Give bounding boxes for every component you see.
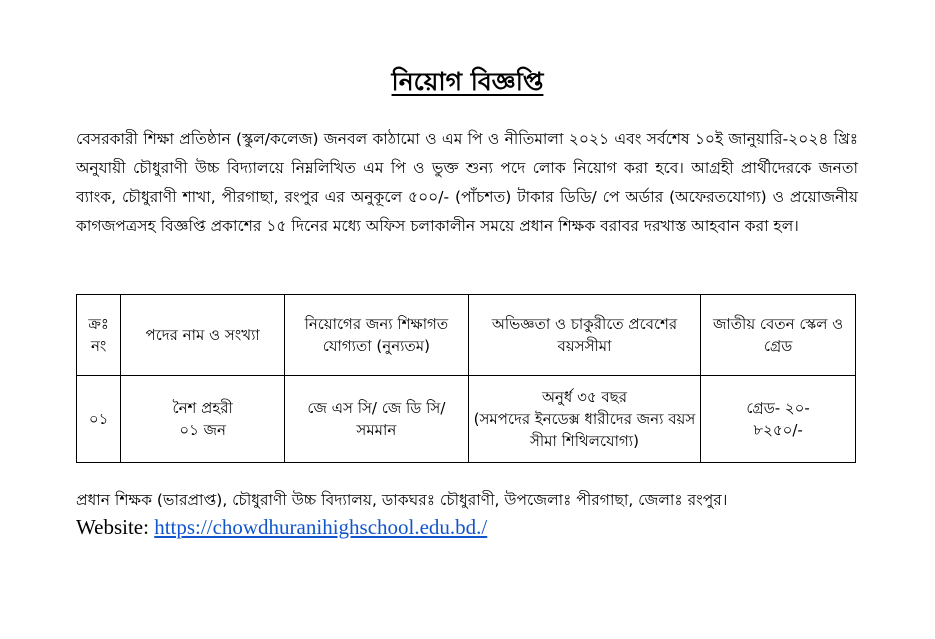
footer-address: প্রধান শিক্ষক (ভারপ্রাপ্ত), চৌধুরাণী উচ্চ বিদ্যালয়, ডাকঘরঃ চৌধুরাণী, উপজেলাঃ পীরগাছা, জেলাঃ রংপুর। (76, 491, 728, 509)
age-limit: অনুর্ধ ৩৫ বছর (541, 388, 628, 406)
header-qualification: নিয়োগের জন্য শিক্ষাগত যোগ্যতা (নুন্যতম) (285, 295, 469, 376)
notice-title (0, 62, 935, 105)
header-post: পদের নাম ও সংখ্যা (121, 295, 285, 376)
website-label: Website: (76, 515, 149, 539)
pay-grade: গ্রেড- ২০- (746, 399, 810, 417)
notice-title-text: নিয়োগ বিজ্ঞপ্তি (391, 67, 544, 96)
cell-post (121, 376, 285, 463)
table-row (77, 376, 856, 463)
post-name: নৈশ প্রহরী (172, 399, 233, 417)
website-link[interactable]: https://chowdhuranihighschool.edu.bd./ (154, 515, 488, 539)
vacancy-table (76, 294, 856, 463)
cell-pay (701, 376, 856, 463)
age-note: (সমপদের ইনডেক্স ধারীদের জন্য বয়স সীমা শিথিলযোগ্য) (473, 410, 696, 450)
intro-paragraph: বেসরকারী শিক্ষা প্রতিষ্ঠান (স্কুল/কলেজ) জনবল কাঠামো ও এম পি ও নীতিমালা ২০২১ এবং সর্বশেষ ১০ই জানুয়ারি-২০২৪ খ্রিঃ অনুযায়ী চৌধুরাণী উচ্চ বিদ্যালয়ে নিম্নলিখিত এম পি ও ভুক্ত শুন্য পদে লোক নিয়োগ করা হবে। আগ্রহী প্রার্থীদেরকে জনতা ব্যাংক, চৌধুরাণী শাখা, পীরগাছা, রংপুর এর অনুকূলে ৫০০/- (পাঁচশত) টাকার ডিডি/ পে অর্ডার (অফেরতযোগ্য) ও প্রয়োজনীয় কাগজপত্রসহ বিজ্ঞপ্তি প্রকাশের ১৫ দিনের মধ্যে অফিস চলাকালীন সময়ে প্রধান শিক্ষক বরাবর দরখাস্ত আহবান করা হল। (76, 130, 858, 235)
cell-serial: ০১ (77, 376, 121, 463)
header-pay: জাতীয় বেতন স্কেল ও গ্রেড (701, 295, 856, 376)
header-serial: ক্রঃ নং (77, 295, 121, 376)
header-experience: অভিজ্ঞতা ও চাকুরীতে প্রবেশের বয়সসীমা (468, 295, 701, 376)
cell-qualification: জে এস সি/ জে ডি সি/ সমমান (285, 376, 469, 463)
table-header-row (77, 295, 856, 376)
post-count: ০১ জন (179, 421, 226, 439)
pay-scale: ৮২৫০/- (753, 421, 803, 439)
website-line (76, 515, 487, 540)
cell-experience (468, 376, 701, 463)
